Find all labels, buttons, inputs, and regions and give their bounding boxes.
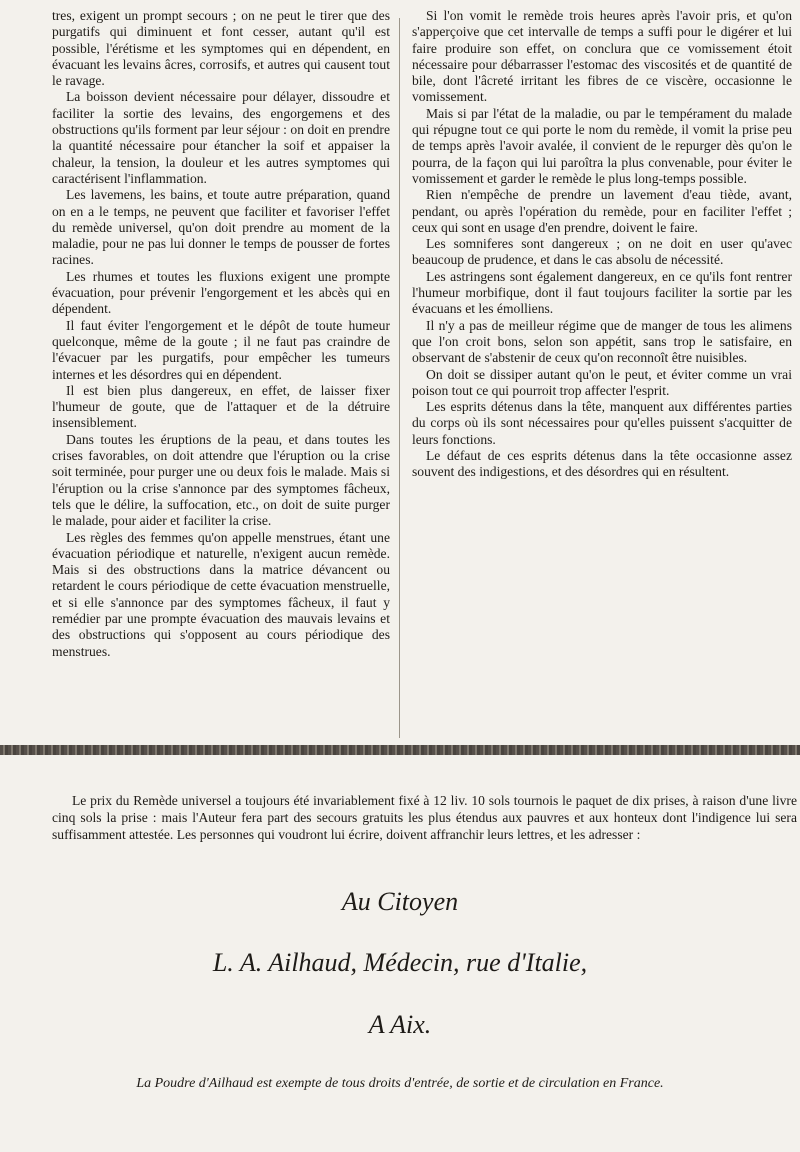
paragraph: Il n'y a pas de meilleur régime que de manger de tous les alimens que l'on croit bons, selon son appétit, sans trop le satisfaire, en observant de s'abstenir de ceux qu'on reconnoît être nuisibles. [412,317,792,366]
ornamental-rule [0,745,800,755]
paragraph: Dans toutes les éruptions de la peau, et dans toutes les crises favorables, on doit attendre que l'éruption ou la crise soit terminée, pour purger une ou deux fois le malade. Mais si l'éruption ou la crise s'annonce par des symptomes fâcheux, tels que le délire, la suffocation, etc., on doit de suite purger le malade, pour aider et faciliter la crise. [52,431,390,529]
paragraph: Mais si par l'état de la maladie, ou par le tempérament du malade qui répugne tout ce qui porte le nom du remède, il vomit la prise peu de temps après l'avoir avalée, il convient de le repurger dès qu'on le pourra, de la façon qui lui paroîtra la plus convenable, pour éviter le vomissement et garder le remède le plus long-temps possible. [412,105,792,186]
paragraph: tres, exigent un prompt secours ; on ne peut le tirer que des purgatifs qui diminuent et font cesser, autant qu'il est possible, l'érétisme et les symptomes qui en dépendent, en évacuant les levains âcres, corrosifs, et autres qui causent tout le ravage. [52,8,390,89]
paragraph: Les somniferes sont dangereux ; on ne doit en user qu'avec beaucoup de prudence, et dans le cas absolu de nécessité. [412,236,792,268]
paragraph: Les règles des femmes qu'on appelle menstrues, étant une évacuation périodique et naturelle, n'exigent aucun remède. Mais si des obstructions dans la matrice dévancent ou retardent le cours périodique de cette évacuation menstruelle, et si elle s'annonce par des symptomes fâcheux, il faut y remédier par une prompte évacuation des mauvais levains et des obstructions qui s'opposent au cours périodique des menstrues. [52,529,390,659]
column-divider [399,18,400,738]
left-text-column [52,8,390,660]
paragraph: Rien n'empêche de prendre un lavement d'eau tiède, avant, pendant, ou après l'opération du remède, pour en faciliter l'effet ; ceux qui sont en usage d'en prendre, doivent le faire. [412,187,792,235]
footer-note: La Poudre d'Ailhaud est exempte de tous droits d'entrée, de sortie et de circulation en France. [136,1076,664,1091]
paragraph: Les esprits détenus dans la tête, manquent aux différentes parties du corps où ils sont nécessaires pour qu'elles puissent s'acquitter de leurs fonctions. [412,399,792,447]
paragraph: Les rhumes et toutes les fluxions exigent une prompte évacuation, pour prévenir l'engorgement et les abcès qui en dépendent. [52,268,390,317]
paragraph: On doit se dissiper autant qu'on le peut, et éviter comme un vrai poison tout ce qui pourroit trop affecter l'esprit. [412,366,792,398]
address-line-1: Au Citoyen [341,887,459,916]
paragraph: Les astringens sont également dangereux, en ce qu'ils font rentrer l'humeur morbifique, dont il faut toujours faciliter la sortie par les évacuans et les émolliens. [412,268,792,317]
price-note: Le prix du Remède universel a toujours été invariablement fixé à 12 liv. 10 sols tournois le paquet de dix prises, à raison d'une livre cinq sols la prise : mais l'Auteur fera part des secours gratuits les plus étendus aux pauvres et aux honteux dont l'indigence lui sera suffisamment attestée. Les personnes qui voudront lui écrire, doivent affranchir leurs lettres, et les adresser : [52,793,797,842]
paragraph: Il faut éviter l'engorgement et le dépôt de toute humeur quelconque, même de la goute ; il ne faut pas craindre de l'évacuer par les purgatifs, pour empêcher les tumeurs internes et les désordres qui en dépendent. [52,317,390,382]
paragraph: Si l'on vomit le remède trois heures après l'avoir pris, et qu'on s'apperçoive que cet intervalle de temps a suffi pour le digérer et lui faire produire son effet, on conclura que ce vomissement étoit nécessaire pour débarrasser l'estomac des viscosités et de quantité de bile, dont l'âcreté irritant les fibres de ce viscère, occasionne le vomissement. [412,8,792,105]
paragraph: Il est bien plus dangereux, en effet, de laisser fixer l'humeur de goute, que de l'attaquer et de la détruire insensiblement. [52,382,390,431]
address-line-2: L. A. Ailhaud, Médecin, rue d'Italie, [212,948,588,977]
address-line-3: A Aix. [368,1010,432,1039]
right-text-column [412,8,792,481]
paragraph: Le défaut de ces esprits détenus dans la tête occasionne assez souvent des indigestions, et des désordres qui en résultent. [412,448,792,480]
paragraph: Les lavemens, les bains, et toute autre préparation, quand on en a le temps, ne peuvent que faciliter et favoriser l'effet du remède universel, qu'on doit prendre au moment de la maladie, pour ne pas lui donner le temps de pousser de fortes racines. [52,187,390,268]
paragraph: La boisson devient nécessaire pour délayer, dissoudre et faciliter la sortie des levains, des engorgemens et des obstructions qu'ils forment par leur séjour : on doit en prendre la quantité nécessaire pour étancher la soif et appaiser la chaleur, la tension, la douleur et les autres symptomes qui caractérisent l'inflammation. [52,89,390,186]
